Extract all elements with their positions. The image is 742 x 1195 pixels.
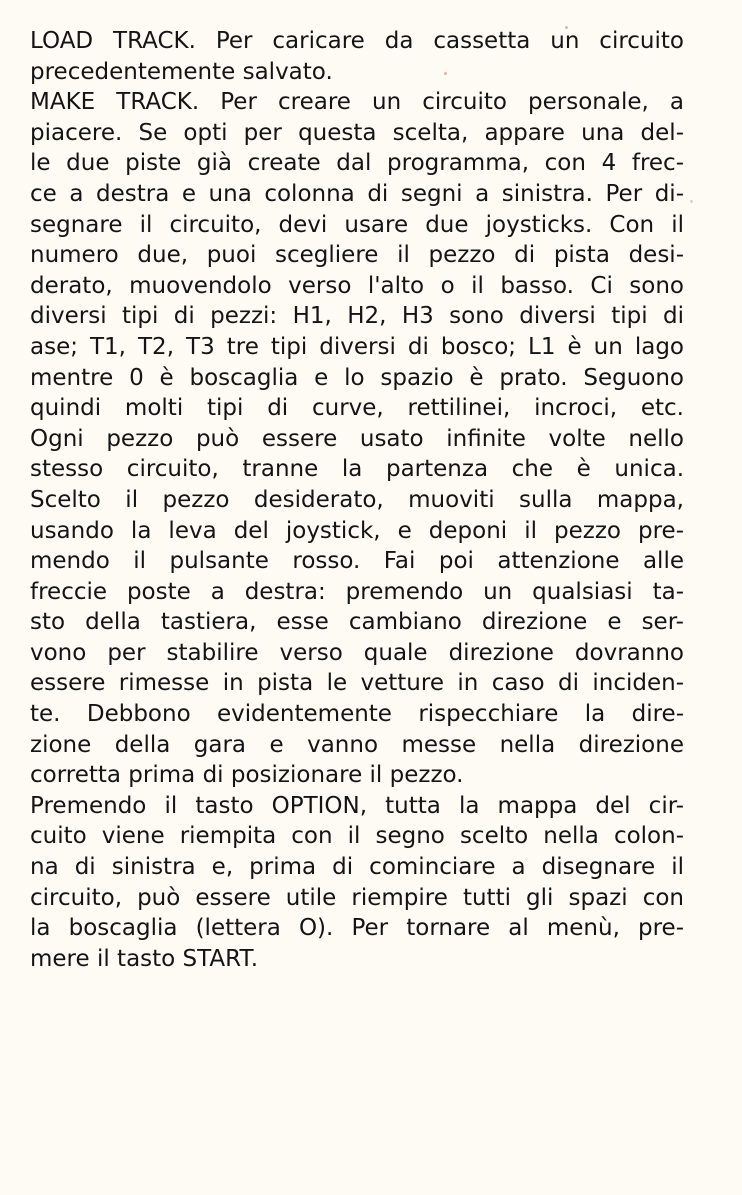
text-line: sto della tastiera, esse cambiano direzione e ser- [30,609,684,636]
paragraph [30,87,684,791]
text-line: la boscaglia (lettera O). Per tornare al menù, pre- [30,915,684,942]
text-line: te. Debbono evidentemente rispecchiare la dire- [30,701,684,728]
text-line: Premendo il tasto OPTION, tutta la mappa del cir- [30,792,684,819]
text-line: essere rimesse in pista le vetture in caso di inciden- [30,670,684,697]
text-line: derato, muovendolo verso l'alto o il basso. Ci sono [30,272,684,299]
text-line: precedentemente salvato. [30,58,333,85]
text-line: LOAD TRACK. Per caricare da cassetta un circuito [30,28,684,54]
text-line: cuito viene riempita con il segno scelto nella colon- [30,823,684,850]
text-line: mendo il pulsante rosso. Fai poi attenzione alle [30,548,684,575]
text-line: numero due, puoi scegliere il pezzo di pista desi- [30,242,684,269]
text-line: mere il tasto START. [30,945,259,972]
text-line: vono per stabilire verso quale direzione dovranno [30,639,684,666]
text-line: le due piste già create dal programma, con 4 frec- [30,150,684,177]
text-line: stesso circuito, tranne la partenza che è unica. [30,456,684,483]
text-line: Ogni pezzo può essere usato infinite volte nello [30,425,684,452]
text-line: zione della gara e vanno messe nella direzione [30,731,684,758]
text-line: ase; T1, T2, T3 tre tipi diversi di bosco; L1 è un lago [30,333,684,360]
text-line: freccie poste a destra: premendo un qualsiasi ta- [30,578,684,605]
text-line: usando la leva del joystick, e deponi il pezzo pre- [30,517,684,544]
text-line: corretta prima di posizionare il pezzo. [30,762,464,789]
text-line: quindi molti tipi di curve, rettilinei, incroci, etc. [30,395,684,422]
text-line: segnare il circuito, devi usare due joysticks. Con il [30,211,684,238]
text-line: Scelto il pezzo desiderato, muoviti sulla mappa, [30,486,684,513]
paragraph [30,26,684,87]
text-line: diversi tipi di pezzi: H1, H2, H3 sono diversi tipi di [30,303,684,330]
paper-speck [690,200,693,203]
text-line: ce a destra e una colonna di segni a sinistra. Per di- [30,180,684,207]
body-text [30,26,684,974]
paragraph [30,791,684,975]
text-line: piacere. Se opti per questa scelta, appare una del- [30,119,684,146]
text-line: circuito, può essere utile riempire tutti gli spazi con [30,884,684,911]
text-line: MAKE TRACK. Per creare un circuito personale, a [30,89,684,116]
text-line: na di sinistra e, prima di cominciare a disegnare il [30,854,684,881]
text-line: mentre 0 è boscaglia e lo spazio è prato. Seguono [30,364,684,391]
